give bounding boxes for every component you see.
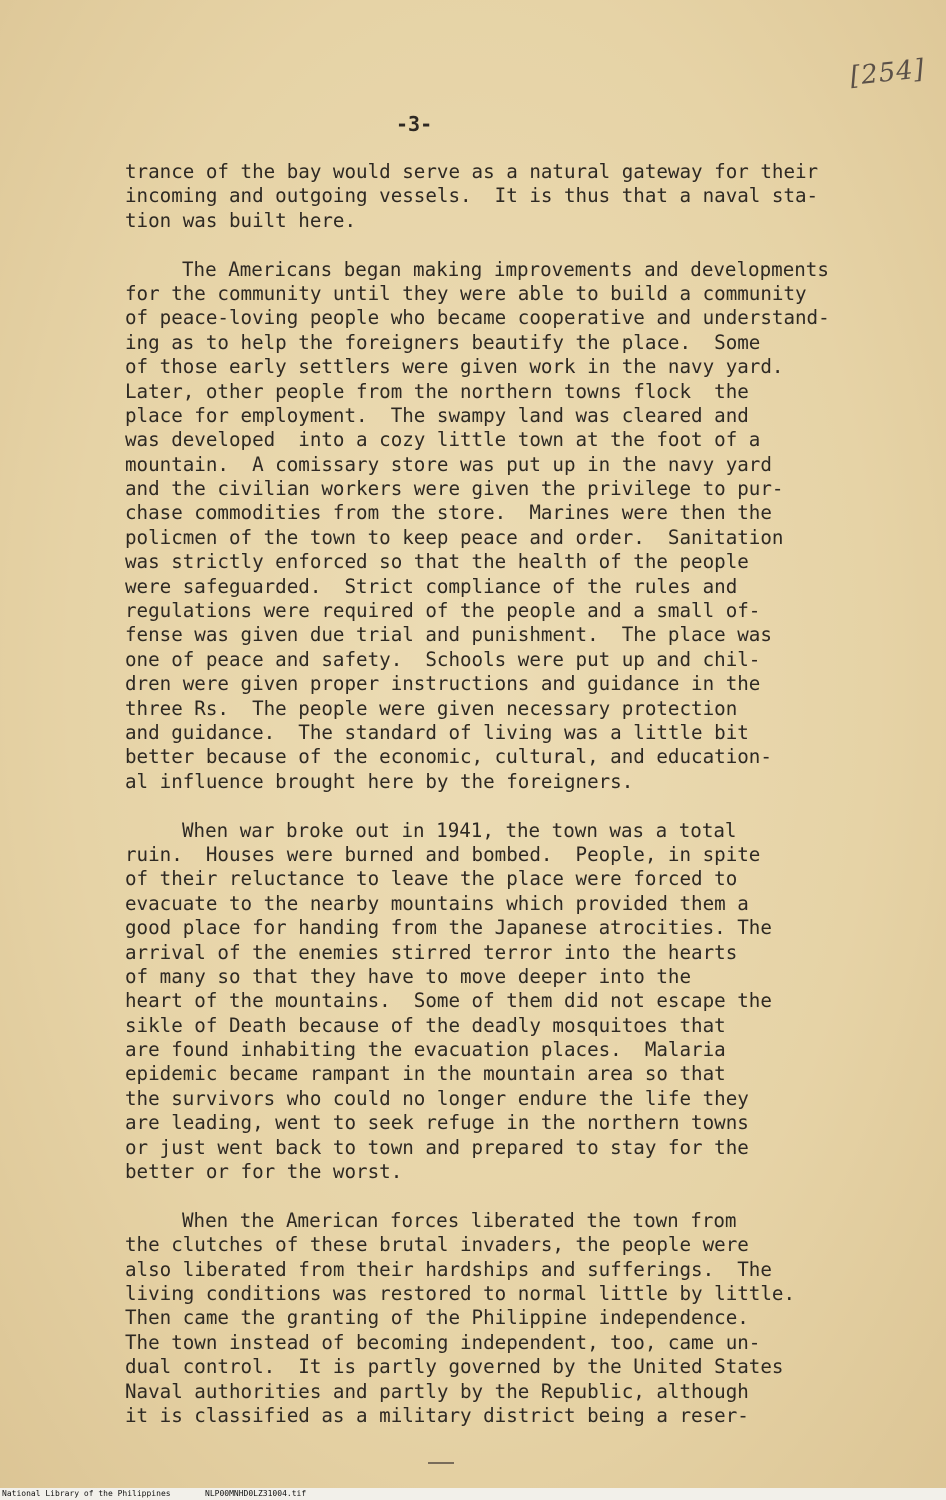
text-line: When the American forces liberated the town from (182, 1208, 737, 1232)
page-end-dash (428, 1462, 454, 1464)
text-line: was developed into a cozy little town at the foot of a (125, 428, 761, 452)
text-line: tion was built here. (125, 208, 357, 232)
text-line: of those early settlers were given work in the navy yard. (125, 355, 784, 379)
text-line: ing as to help the foreigners beautify the place. Some (125, 330, 761, 354)
scan-footer (0, 1488, 946, 1500)
text-line: incoming and outgoing vessels. It is thus that a naval sta- (125, 184, 819, 208)
footer-source: National Library of the Philippines (2, 1489, 171, 1498)
text-line: dren were given proper instructions and guidance in the (125, 672, 761, 696)
text-line: three Rs. The people were given necessary protection (125, 696, 738, 720)
text-line: were safeguarded. Strict compliance of the rules and (125, 574, 738, 598)
footer-filename: NLP00MNHD0LZ31004.tif (205, 1489, 307, 1498)
text-line: Later, other people from the northern towns flock the (125, 379, 749, 403)
body-text (125, 160, 865, 1428)
text-line: The town instead of becoming independent, too, came un- (125, 1330, 761, 1354)
text-line: of their reluctance to leave the place were forced to (125, 867, 738, 891)
text-line: Then came the granting of the Philippine independence. (125, 1306, 749, 1330)
text-line: regulations were required of the people and a small of- (125, 599, 761, 623)
text-line: When war broke out in 1941, the town was a total (182, 818, 737, 842)
text-line: of many so that they have to move deeper into the (125, 964, 692, 988)
page-number: -3- (396, 112, 433, 136)
text-line: The Americans began making improvements and developments (182, 257, 829, 281)
handwritten-page-annotation: [254] (848, 54, 927, 92)
text-line: and the civilian workers were given the privilege to pur- (125, 477, 784, 501)
text-line: also liberated from their hardships and sufferings. The (125, 1257, 772, 1281)
text-line: was strictly enforced so that the health of the people (125, 550, 749, 574)
text-line: fense was given due trial and punishment. The place was (125, 623, 772, 647)
text-line: heart of the mountains. Some of them did not escape the (125, 989, 772, 1013)
text-line: trance of the bay would serve as a natural gateway for their (125, 160, 819, 183)
text-line: and guidance. The standard of living was a little bit (125, 720, 749, 744)
text-line: the clutches of these brutal invaders, the people were (125, 1233, 749, 1257)
text-line: sikle of Death because of the deadly mosquitoes that (125, 1013, 726, 1037)
text-line: ruin. Houses were burned and bombed. People, in spite (125, 842, 761, 866)
text-line: are found inhabiting the evacuation places. Malaria (125, 1038, 726, 1062)
text-line: dual control. It is partly governed by the United States (125, 1355, 784, 1379)
text-line: for the community until they were able to build a community (125, 281, 807, 305)
text-line: evacuate to the nearby mountains which provided them a (125, 891, 749, 915)
text-line: are leading, went to seek refuge in the northern towns (125, 1111, 749, 1135)
text-line: one of peace and safety. Schools were put up and chil- (125, 647, 761, 671)
text-line: arrival of the enemies stirred terror into the hearts (125, 940, 738, 964)
text-line: better because of the economic, cultural, and education- (125, 745, 772, 769)
text-line: al influence brought here by the foreigners. (125, 769, 634, 793)
text-line: place for employment. The swampy land was cleared and (125, 403, 749, 427)
text-line: Naval authorities and partly by the Republic, although (125, 1379, 749, 1403)
text-line: good place for handing from the Japanese atrocities. The (125, 916, 772, 940)
text-line: epidemic became rampant in the mountain area so that (125, 1062, 726, 1086)
text-line: mountain. A comissary store was put up in the navy yard (125, 452, 772, 476)
text-line: it is classified as a military district being a reser- (125, 1403, 749, 1427)
text-line: of peace-loving people who became cooperative and understand- (125, 306, 830, 330)
text-line: chase commodities from the store. Marines were then the (125, 501, 772, 525)
text-line: better or for the worst. (125, 1160, 403, 1184)
text-line: the survivors who could no longer endure the life they (125, 1086, 749, 1110)
text-line: policmen of the town to keep peace and order. Sanitation (125, 525, 784, 549)
text-line: or just went back to town and prepared to stay for the (125, 1135, 749, 1159)
text-line: living conditions was restored to normal little by little. (125, 1281, 796, 1305)
